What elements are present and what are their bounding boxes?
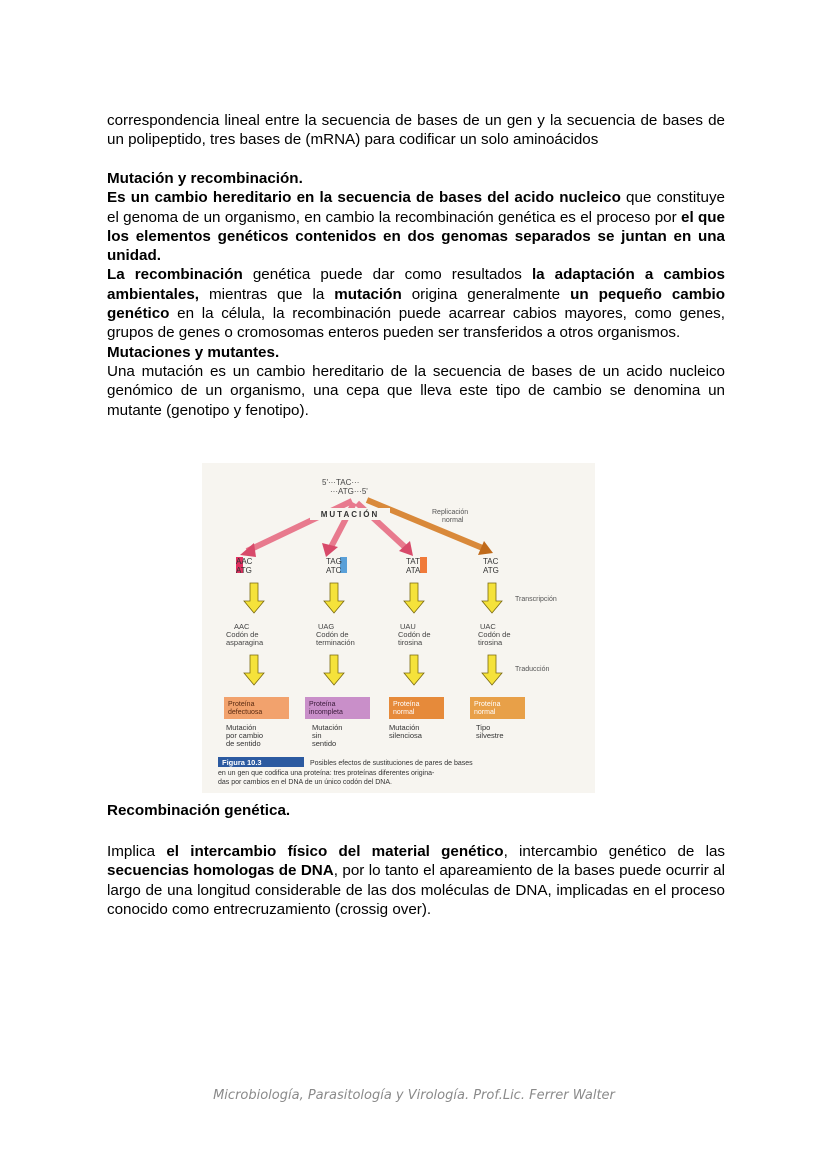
caption-label: Figura 10.3	[222, 758, 262, 767]
col2-codon: UAG	[318, 622, 335, 631]
col2-result-l1: Mutación	[312, 723, 343, 732]
col4-dna2: ATG	[483, 566, 499, 575]
col4-codon: UAC	[480, 622, 496, 631]
col3-protein-l2: normal	[393, 709, 415, 716]
transcripcion-label: Transcripción	[515, 596, 557, 603]
col1-result-l3: de sentido	[226, 739, 261, 748]
mutacion-heading: Mutación y recombinación.	[107, 170, 303, 187]
col1-result-l2: por cambio	[226, 731, 264, 740]
mutation-diagram	[202, 463, 595, 793]
intro-paragraph	[107, 111, 725, 150]
recomb-t2: , intercambio genético de las	[503, 843, 725, 860]
top-sequence-1: 5'···TAC···	[322, 478, 360, 487]
mutacion-p2-t1: genética puede dar como resultados	[242, 266, 532, 284]
replicacion-label-1: Replicación	[432, 509, 469, 516]
mutantes-paragraph: Una mutación es un cambio hereditario de la secuencia de bases de un acido nucleico genómico de un organismo, una cepa que lleva este tipo de cambio se denomina un mutante (genotipo y fenotipo).	[107, 362, 725, 419]
col2-dna2: ATC	[326, 566, 342, 575]
col1-codon-l1: Codón de	[226, 630, 259, 639]
col2-protein-l2: incompleta	[309, 709, 343, 716]
recombinacion-paragraph	[107, 842, 725, 919]
mutacion-paragraph-1	[107, 188, 725, 265]
mutacion-p2-t4: en la célula, la recombinación puede acarrear cabios mayores, como genes, grupos de genes o cromosomas enteros pueden ser transferidos a otros organismos.	[107, 305, 725, 342]
col4-protein-l2: normal	[474, 709, 496, 716]
mutacion-p1-bold: Es un cambio hereditario en la secuencia de bases del acido nucleico	[107, 189, 621, 207]
mutacion-p2-t3: origina generalmente	[401, 285, 571, 303]
col2-dna1: TAG	[326, 557, 342, 566]
col4-dna1: TAC	[483, 557, 499, 566]
col4-result-l1: Tipo	[476, 723, 491, 732]
mutacion-p2-bold1: La recombinación	[107, 266, 243, 284]
col2-result-l2: sin	[312, 731, 322, 740]
col3-codon-l1: Codón de	[398, 630, 431, 639]
col2-protein-l1: Proteína	[309, 701, 336, 708]
col1-result-l1: Mutación	[226, 723, 257, 732]
col1-codon-l2: asparagina	[226, 638, 264, 647]
intro-text: correspondencia lineal entre la secuencia de bases de un gen y la secuencia de bases de un polipeptido, tres bases de (mRNA) para codificar un solo aminoácidos	[107, 112, 725, 149]
col2-codon-l1: Codón de	[316, 630, 349, 639]
replicacion-label-2: normal	[442, 517, 464, 524]
col3-result-l2: silenciosa	[389, 731, 422, 740]
col3-result-l1: Mutación	[389, 723, 420, 732]
col3-protein-l1: Proteína	[393, 701, 420, 708]
col4-codon-l2: tirosina	[478, 638, 503, 647]
top-sequence-2: ···ATG···5'	[330, 487, 368, 496]
col3-dna1: TAT	[406, 557, 420, 566]
mutacion-p1-bold2: el que los elementos genéticos contenidos en dos genomas separados se juntan en una unidad.	[107, 208, 726, 265]
page-footer: Microbiología, Parasitología y Virología. Prof.Lic. Ferrer Walter	[213, 1088, 615, 1103]
traduccion-label: Traducción	[515, 666, 550, 673]
recomb-b2: secuencias homologas de DNA	[107, 862, 334, 880]
col2-codon-l2: terminación	[316, 638, 355, 647]
caption-line-3: das por cambios en el DNA de un único codón del DNA.	[218, 779, 392, 786]
recomb-t3: , por lo tanto el apareamiento de la bases puede ocurrir al largo de una longitud considerable de las dos moléculas de DNA, implicadas en el proceso conocido como entrecruzamiento (crossig over).	[107, 862, 725, 918]
col2-result-l3: sentido	[312, 739, 337, 748]
col3-codon: UAU	[400, 622, 416, 631]
mutacion-section	[107, 169, 725, 420]
mutacion-paragraph-2	[107, 265, 725, 342]
mutacion-p1-text: que constituye el genoma de un organismo, en cambio la recombinación genética es el proceso por	[107, 189, 725, 226]
recomb-t1: Implica	[107, 843, 167, 860]
recombinacion-heading: Recombinación genética.	[107, 802, 291, 819]
caption-line-1: Posibles efectos de sustituciones de pares de bases	[310, 760, 473, 767]
mutacion-p2-bold4: un pequeño cambio genético	[107, 285, 725, 323]
col1-protein-l1: Proteína	[228, 701, 255, 708]
mutation-figure	[202, 463, 595, 793]
col1-dna2: ATG	[236, 566, 252, 575]
col1-codon: AAC	[234, 622, 250, 631]
col4-codon-l1: Codón de	[478, 630, 511, 639]
col4-protein-l1: Proteína	[474, 701, 501, 708]
col1-protein-l2: defectuosa	[228, 709, 263, 716]
mutacion-p2-bold3: mutación	[334, 285, 402, 303]
mutacion-label: MUTACIÓN	[320, 510, 380, 519]
col4-result-l2: silvestre	[476, 731, 504, 740]
col3-dna2: ATA	[406, 566, 421, 575]
mutacion-p2-t2: mientras que la	[199, 285, 335, 303]
col3-codon-l2: tirosina	[398, 638, 423, 647]
caption-line-2: en un gen que codifica una proteína: tres proteínas diferentes origina-	[218, 770, 435, 777]
recomb-b1: el intercambio físico del material genético	[166, 843, 504, 860]
mutacion-p2-bold2: la adaptación a cambios ambientales,	[107, 266, 725, 303]
mutantes-heading: Mutaciones y mutantes.	[107, 343, 280, 361]
col1-dna1: AAC	[236, 557, 253, 566]
